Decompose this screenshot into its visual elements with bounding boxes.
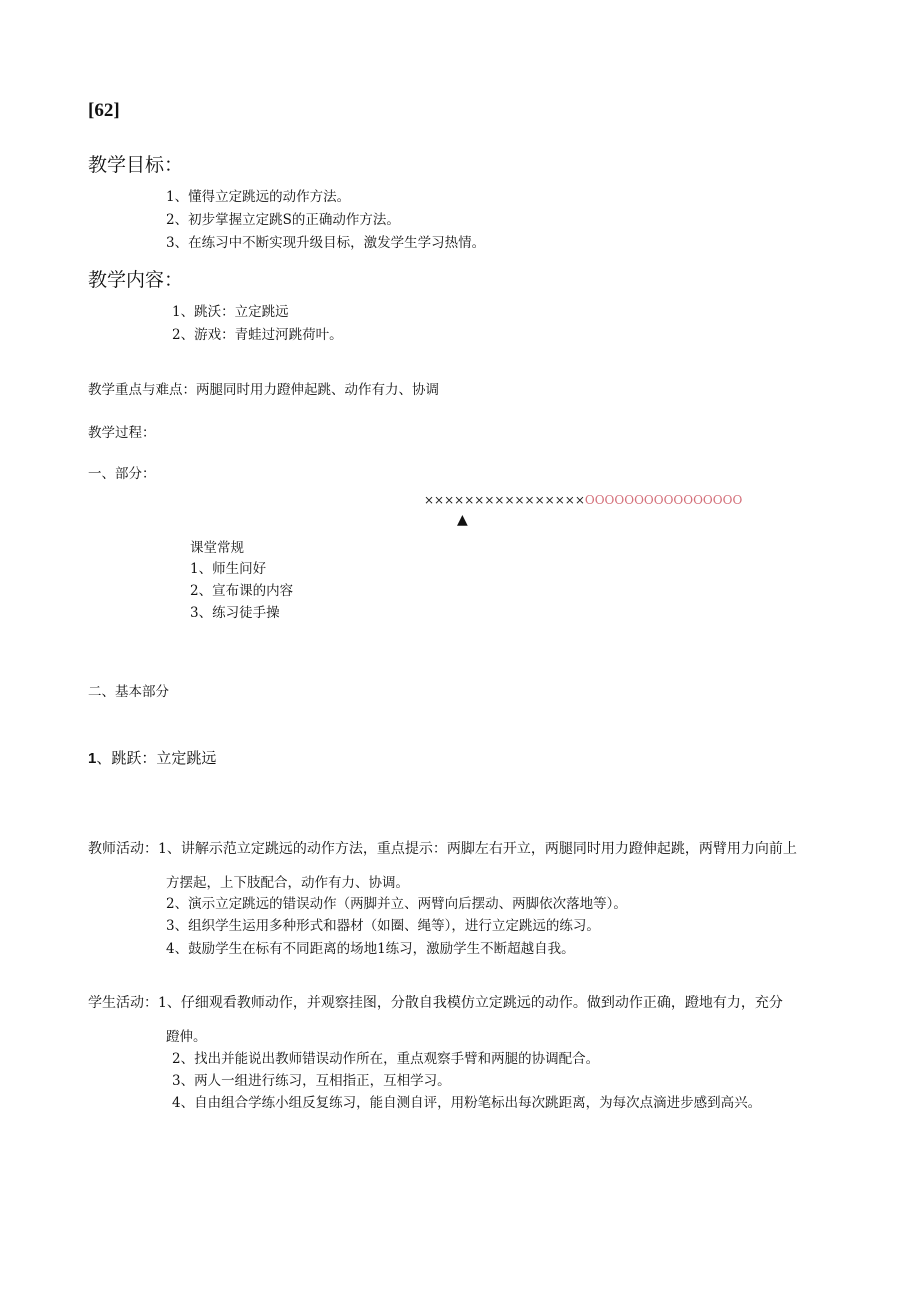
formation-crosses: ××××××××××××××××	[424, 493, 585, 507]
objective-item-2: 2、初步掌握立定跳S的正确动作方法。	[166, 212, 400, 228]
student-item-2: 2、找出并能说出教师错误动作所在，重点观察手臂和两腿的协调配合。	[172, 1051, 600, 1067]
student-item-1-cont: 蹬伸。	[166, 1029, 207, 1045]
routine-item-1: 1、师生问好	[190, 561, 267, 577]
teacher-item-2: 2、演示立定跳远的错误动作（两脚并立、两臂向后摆动、两脚依次落地等）。	[166, 896, 627, 912]
objective-item-3: 3、在练习中不断实现升级目标，激发学生学习热情。	[166, 235, 486, 251]
teacher-marker-icon: ▲	[457, 512, 468, 528]
content-item-2: 2、游戏：青蛙过河跳荷叶。	[172, 327, 343, 343]
subheading-number: 1	[88, 750, 97, 767]
teacher-item-1-cont: 方摆起，上下肢配合，动作有力、协调。	[166, 875, 409, 891]
part-one-heading: 一、部分：	[88, 466, 156, 482]
process-heading: 教学过程：	[88, 425, 156, 441]
teacher-item-4: 4、鼓励学生在标有不同距离的场地1练习，激励学生不断超越自我。	[166, 941, 575, 957]
page-number: [62]	[88, 100, 120, 121]
student-item-3: 3、两人一组进行练习，互相指正，互相学习。	[172, 1073, 451, 1089]
teacher-item-1: 1、讲解示范立定跳远的动作方法，重点提示：两脚左右开立，两腿同时用力蹬伸起跳，两臂用力向前上	[158, 841, 797, 857]
student-item-4: 4、自由组合学练小组反复练习，能自测自评，用粉笔标出每次跳距离，为每次点滴进步感到高兴。	[172, 1095, 762, 1111]
formation-diagram	[424, 493, 742, 507]
part-two-heading: 二、基本部分	[88, 684, 169, 700]
key-points: 教学重点与难点：两腿同时用力蹬伸起跳、动作有力、协调	[88, 382, 439, 398]
routine-title: 课堂常规	[190, 540, 244, 556]
student-activity-line-1	[88, 992, 783, 1012]
objectives-heading: 教学目标：	[88, 154, 184, 176]
part-two-subheading	[88, 747, 216, 768]
content-item-1: 1、跳沃：立定跳远	[172, 304, 289, 320]
student-label: 学生活动：	[88, 995, 158, 1011]
teacher-activity-line-1	[88, 838, 797, 858]
subheading-text: 、跳跃：立定跳远	[96, 749, 217, 767]
formation-circles: OOOOOOOOOOOOOOOO	[584, 493, 743, 507]
teacher-label: 教师活动：	[88, 841, 158, 857]
routine-item-2: 2、宣布课的内容	[190, 583, 294, 599]
routine-item-3: 3、练习徒手操	[190, 605, 280, 621]
teacher-item-3: 3、组织学生运用多种形式和器材（如圈、绳等），进行立定跳远的练习。	[166, 918, 600, 934]
objective-item-1: 1、懂得立定跳远的动作方法。	[166, 189, 351, 205]
content-heading: 教学内容：	[88, 269, 184, 291]
student-item-1: 1、仔细观看教师动作，并观察挂图，分散自我模仿立定跳远的动作。做到动作正确，蹬地有力，充分	[158, 995, 783, 1011]
